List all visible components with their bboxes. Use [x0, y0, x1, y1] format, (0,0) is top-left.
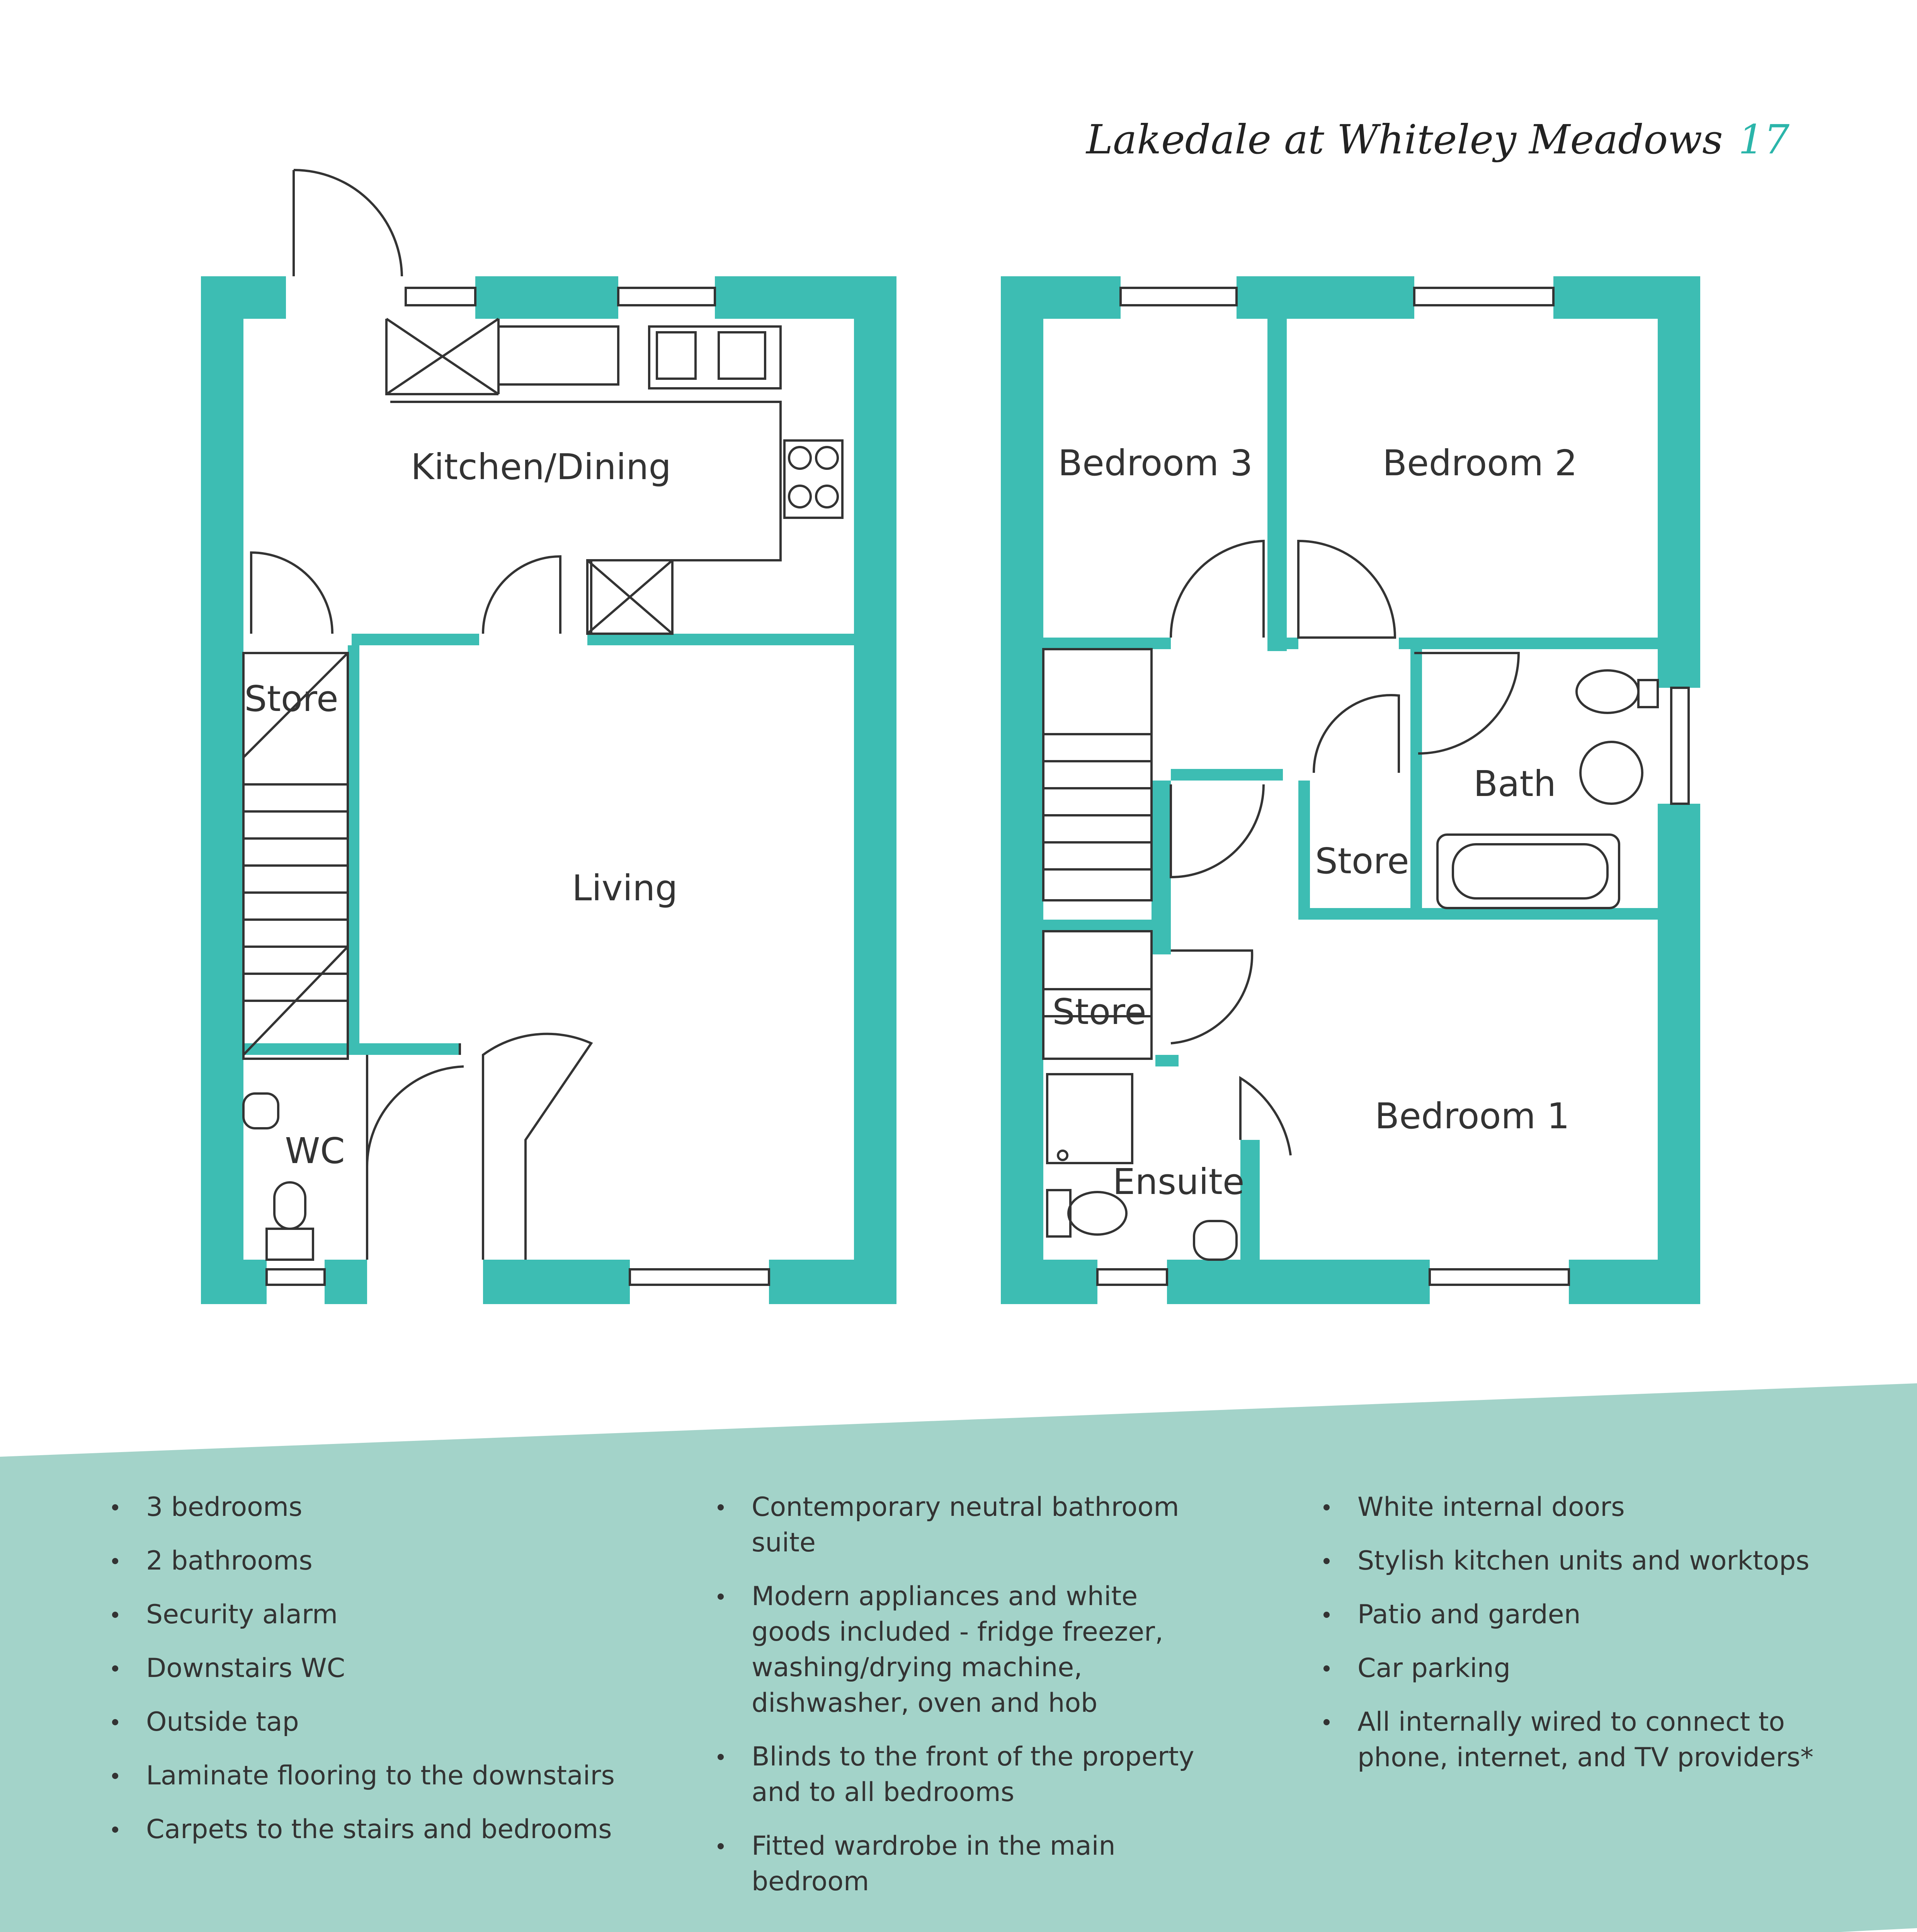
ground-store-label: Store: [244, 678, 338, 719]
features-column-1: [107, 1490, 687, 1866]
kitchen-dining-label: Kitchen/Dining: [411, 446, 671, 488]
development-title: Lakedale at Whiteley Meadows: [1086, 116, 1723, 163]
feature-item: Security alarm: [107, 1597, 687, 1633]
first-store-upper-label: Store: [1315, 840, 1409, 882]
feature-item: Contemporary neutral bathroom suite: [713, 1490, 1215, 1561]
feature-item: All internally wired to connect to phone, internet, and TV providers*: [1319, 1704, 1821, 1776]
feature-item: Carpets to the stairs and bedrooms: [107, 1812, 687, 1847]
feature-item: 3 bedrooms: [107, 1490, 687, 1525]
feature-item: White internal doors: [1319, 1490, 1821, 1525]
feature-item: Blinds to the front of the property and to all bedrooms: [713, 1739, 1215, 1810]
bedroom2-label: Bedroom 2: [1383, 442, 1577, 484]
wc-label: WC: [285, 1130, 345, 1172]
feature-item: Modern appliances and white goods included - fridge freezer, washing/drying machine, dishwasher, oven and hob: [713, 1579, 1215, 1721]
first-store-lower-label: Store: [1052, 991, 1146, 1032]
feature-item: Patio and garden: [1319, 1597, 1821, 1633]
feature-item: Stylish kitchen units and worktops: [1319, 1543, 1821, 1579]
feature-item: 2 bathrooms: [107, 1543, 687, 1579]
feature-item: Downstairs WC: [107, 1651, 687, 1686]
feature-item: Fitted wardrobe in the main bedroom: [713, 1828, 1215, 1900]
page-number: 17: [1738, 116, 1789, 163]
bedroom1-label: Bedroom 1: [1375, 1095, 1570, 1137]
page-header: [1086, 116, 1789, 163]
bedroom3-label: Bedroom 3: [1058, 442, 1253, 484]
feature-item: Laminate flooring to the downstairs: [107, 1758, 687, 1794]
features-column-2: [713, 1490, 1215, 1918]
ensuite-label: Ensuite: [1112, 1161, 1245, 1202]
features-column-3: [1319, 1490, 1821, 1794]
feature-item: Car parking: [1319, 1651, 1821, 1686]
living-label: Living: [572, 867, 678, 909]
feature-item: Outside tap: [107, 1704, 687, 1740]
bath-label: Bath: [1473, 763, 1556, 804]
ground-floor-plan: [197, 162, 904, 1321]
first-floor-plan: [993, 162, 1704, 1321]
